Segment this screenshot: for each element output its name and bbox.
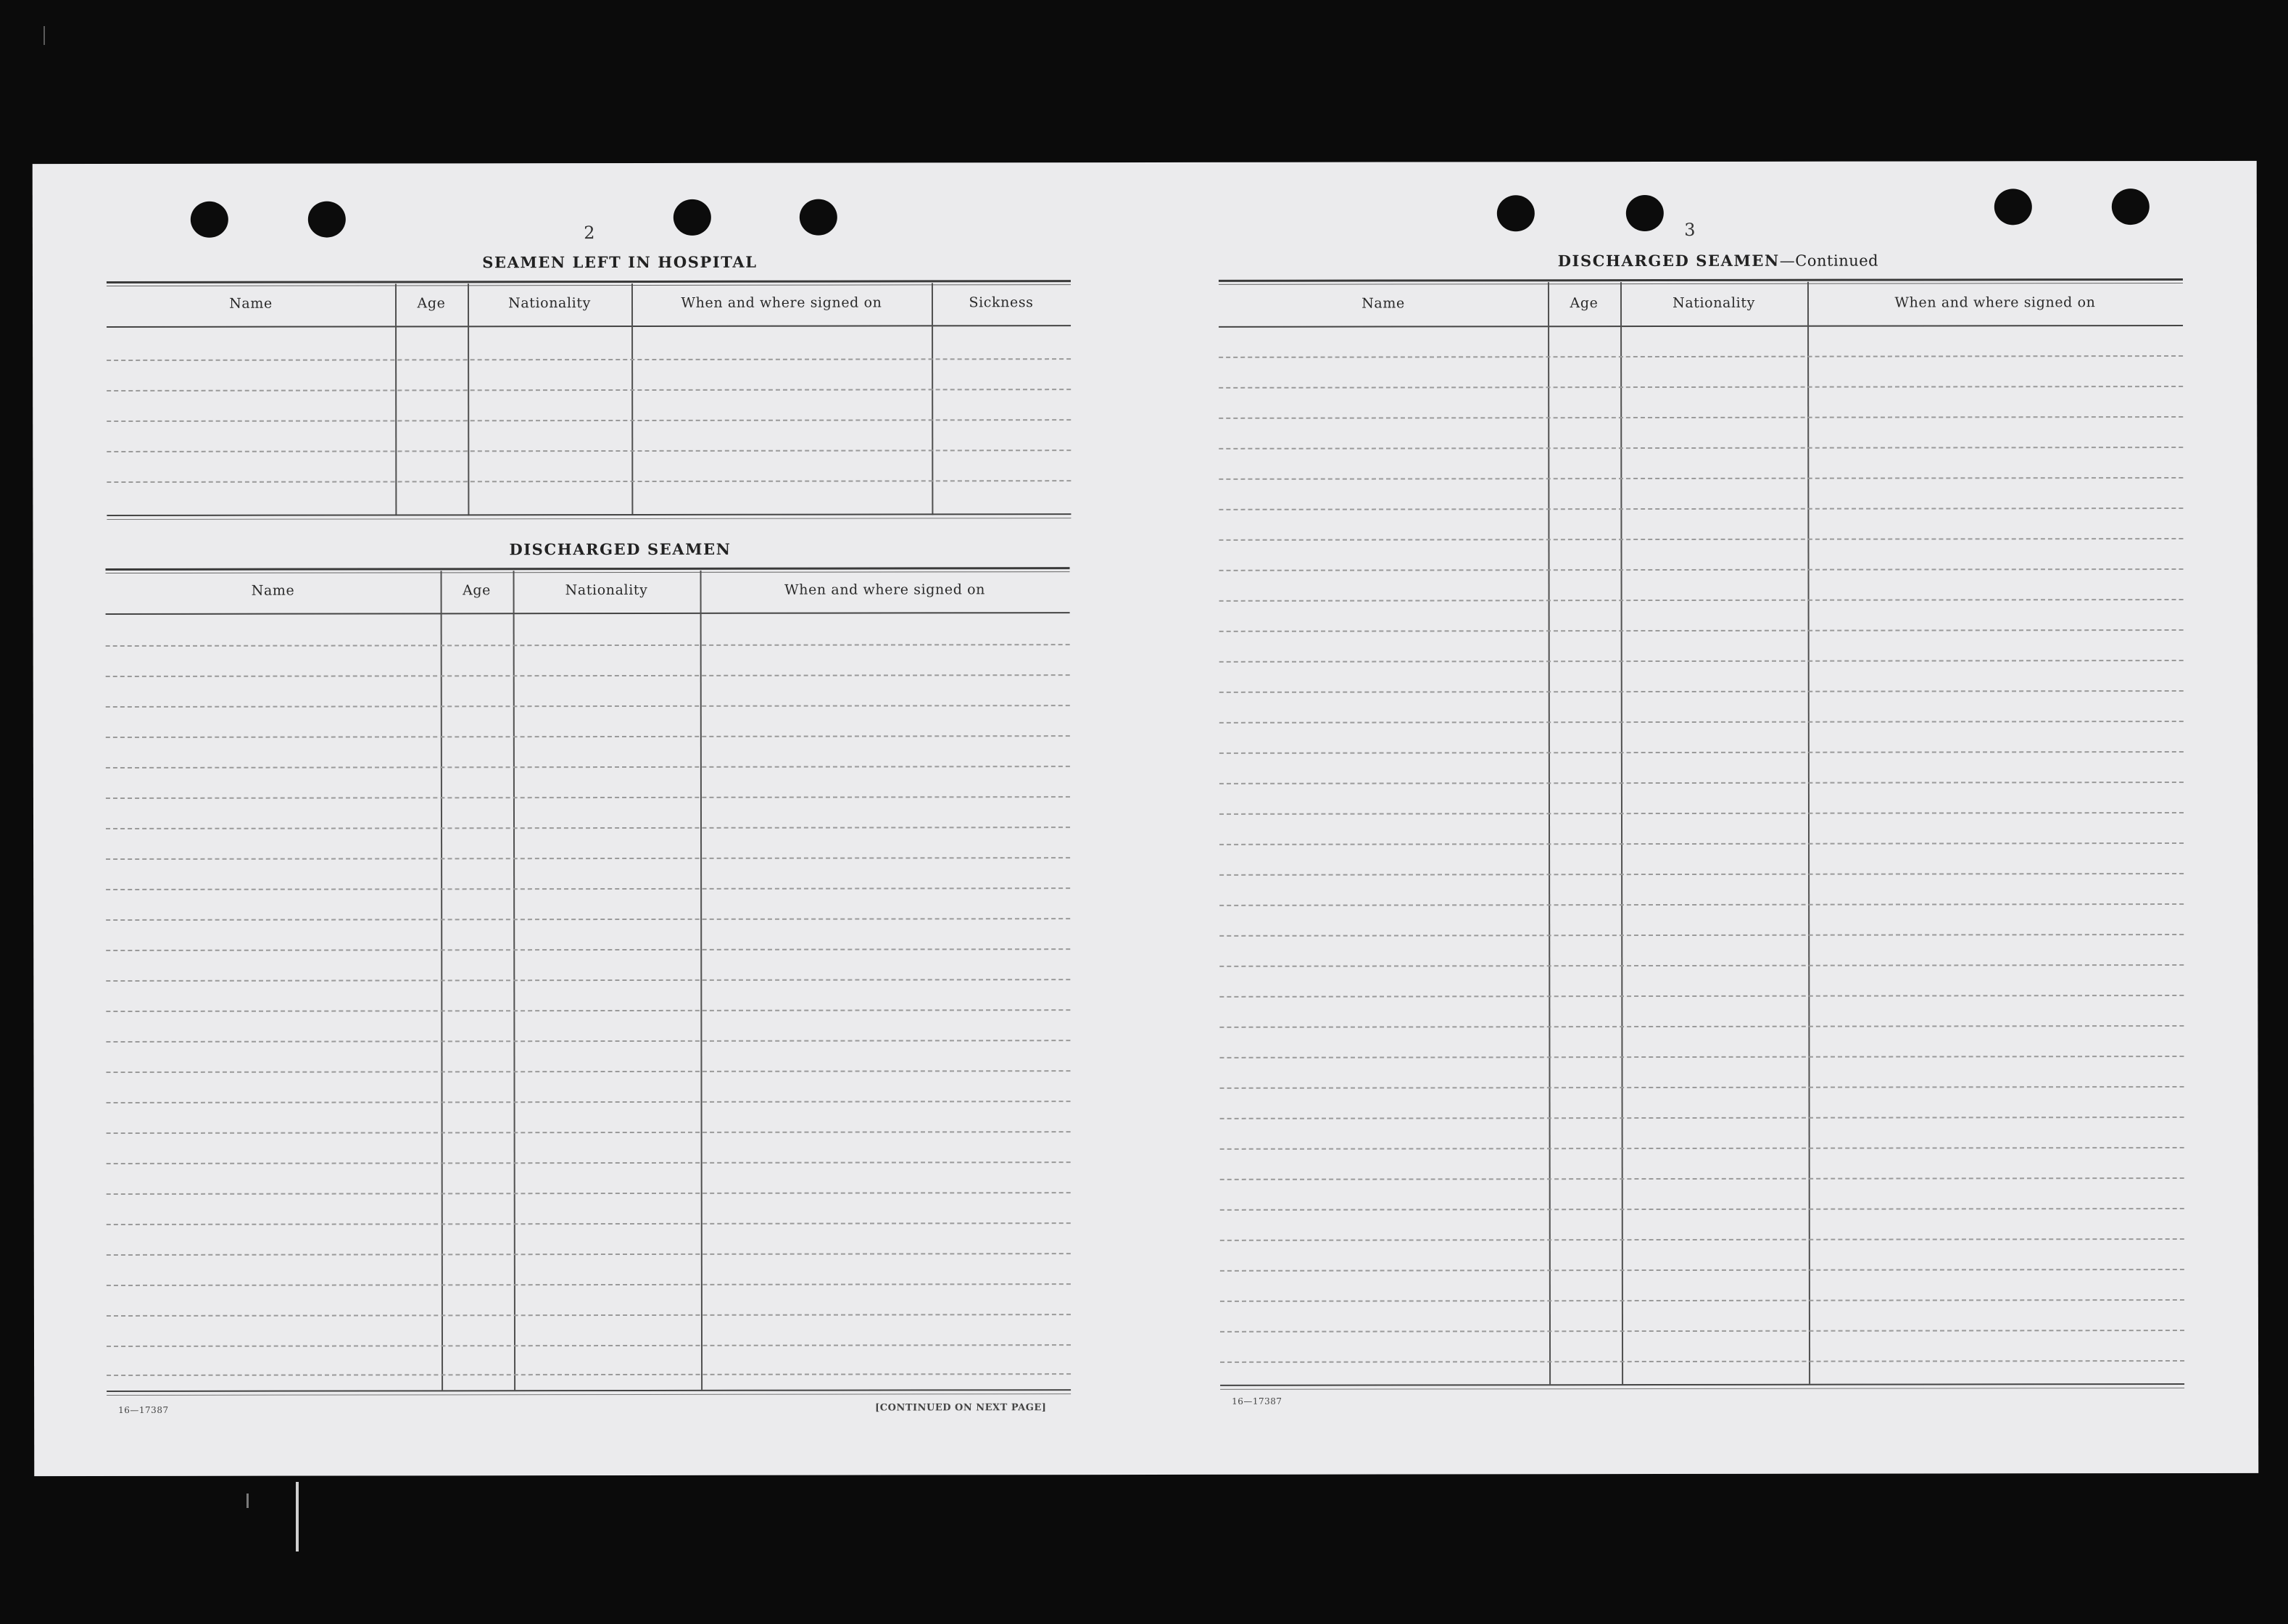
table-row [1219, 599, 2184, 602]
table-row [1219, 782, 2184, 784]
table-row [1220, 1147, 2184, 1150]
table-row [107, 1131, 1071, 1134]
table-row [106, 674, 1070, 677]
col-header-signed-on: When and where signed on [784, 581, 986, 598]
table-row [107, 419, 1071, 422]
col-header-signed-on: When and where signed on [1894, 294, 2096, 311]
table-row [1220, 1238, 2184, 1241]
table-row [1220, 1330, 2184, 1333]
table-row [106, 1009, 1070, 1012]
table-row [1219, 873, 2184, 876]
punch-hole [2112, 188, 2150, 225]
table-row [1219, 386, 2183, 389]
punch-hole [673, 199, 711, 236]
table-row [107, 1283, 1071, 1286]
table-row [107, 1314, 1071, 1317]
col-header-name: Name [1361, 295, 1405, 312]
table-row [1219, 842, 2184, 845]
table-row [1219, 568, 2184, 571]
punch-hole [308, 202, 346, 238]
table-row [1219, 355, 2183, 358]
discharged-table-right [1219, 278, 2184, 1393]
col-header-nationality: Nationality [565, 581, 648, 599]
table-row [106, 918, 1070, 921]
table-row [1219, 538, 2183, 541]
form-sheet [33, 161, 2259, 1476]
discharged-continued-title [1222, 251, 2215, 270]
table-row [107, 1222, 1071, 1225]
film-scratch [296, 1482, 299, 1552]
table-row [106, 644, 1070, 647]
table-row [1219, 660, 2184, 663]
table-row [1220, 1116, 2184, 1119]
col-header-nationality: Nationality [1673, 294, 1755, 311]
table-row [1219, 721, 2184, 724]
table-row [1220, 1208, 2184, 1211]
col-header-name: Name [251, 582, 295, 599]
col-header-age: Age [463, 582, 492, 599]
table-row [107, 1161, 1071, 1164]
table-row [1219, 1056, 2184, 1058]
punch-hole [1497, 195, 1535, 231]
table-row [1219, 629, 2184, 632]
table-row [106, 887, 1070, 890]
continued-note: [CONTINUED ON NEXT PAGE] [875, 1402, 1047, 1414]
col-header-age: Age [417, 295, 446, 312]
table-row [107, 1344, 1071, 1347]
punch-hole [800, 199, 837, 236]
table-row [1220, 1299, 2184, 1302]
table-row [1219, 995, 2184, 998]
table-row [1220, 1177, 2184, 1180]
page-number-right: 3 [1684, 219, 1696, 240]
table-row [1219, 1025, 2184, 1028]
table-row [1219, 477, 2183, 480]
form-number-right: 16—17387 [1232, 1396, 1282, 1406]
form-number-left: 16—17387 [118, 1404, 169, 1415]
table-row [107, 450, 1071, 452]
table-row [106, 1040, 1070, 1043]
table-row [106, 735, 1070, 738]
table-row [107, 1192, 1071, 1195]
page-number-left: 2 [584, 223, 595, 244]
table-row [106, 948, 1070, 951]
table-row [1219, 812, 2184, 815]
punch-hole [191, 202, 228, 238]
table-row [107, 1253, 1071, 1256]
hospital-table [107, 280, 1071, 521]
col-header-signed-on: When and where signed on [681, 294, 882, 311]
table-row [107, 389, 1071, 392]
table-row [1220, 1086, 2184, 1089]
table-row [1219, 416, 2183, 419]
table-row [106, 826, 1070, 829]
table-row [106, 796, 1070, 799]
film-scratch [246, 1494, 249, 1508]
table-row [1219, 964, 2184, 967]
table-row [106, 1070, 1070, 1073]
table-row [1219, 934, 2184, 937]
discharged-continued-title-main: DISCHARGED SEAMEN [1557, 251, 1780, 270]
discharged-continued-title-suffix: —Continued [1779, 252, 1879, 270]
punch-hole [1626, 195, 1664, 231]
film-scratch [43, 26, 45, 45]
table-row [106, 979, 1070, 982]
table-row [1219, 447, 2183, 450]
col-header-age: Age [1570, 295, 1599, 312]
table-row [1219, 751, 2184, 754]
table-row [1219, 508, 2183, 510]
table-row [106, 857, 1070, 860]
col-header-sickness: Sickness [969, 294, 1034, 311]
table-row [107, 1101, 1071, 1103]
table-row [107, 1373, 1071, 1376]
hospital-section-title: SEAMEN LEFT IN HOSPITAL [482, 252, 758, 272]
table-row [106, 705, 1070, 708]
discharged-table-left [106, 567, 1072, 1395]
table-row [1220, 1269, 2184, 1272]
col-header-nationality: Nationality [508, 295, 591, 312]
table-row [107, 480, 1071, 483]
table-row [1219, 690, 2184, 693]
col-header-name: Name [229, 295, 273, 312]
table-row [1219, 903, 2184, 906]
punch-hole [1994, 188, 2032, 225]
table-row [1220, 1360, 2184, 1363]
table-row [106, 766, 1070, 768]
table-row [107, 358, 1071, 361]
discharged-section-title: DISCHARGED SEAMEN [509, 539, 731, 559]
